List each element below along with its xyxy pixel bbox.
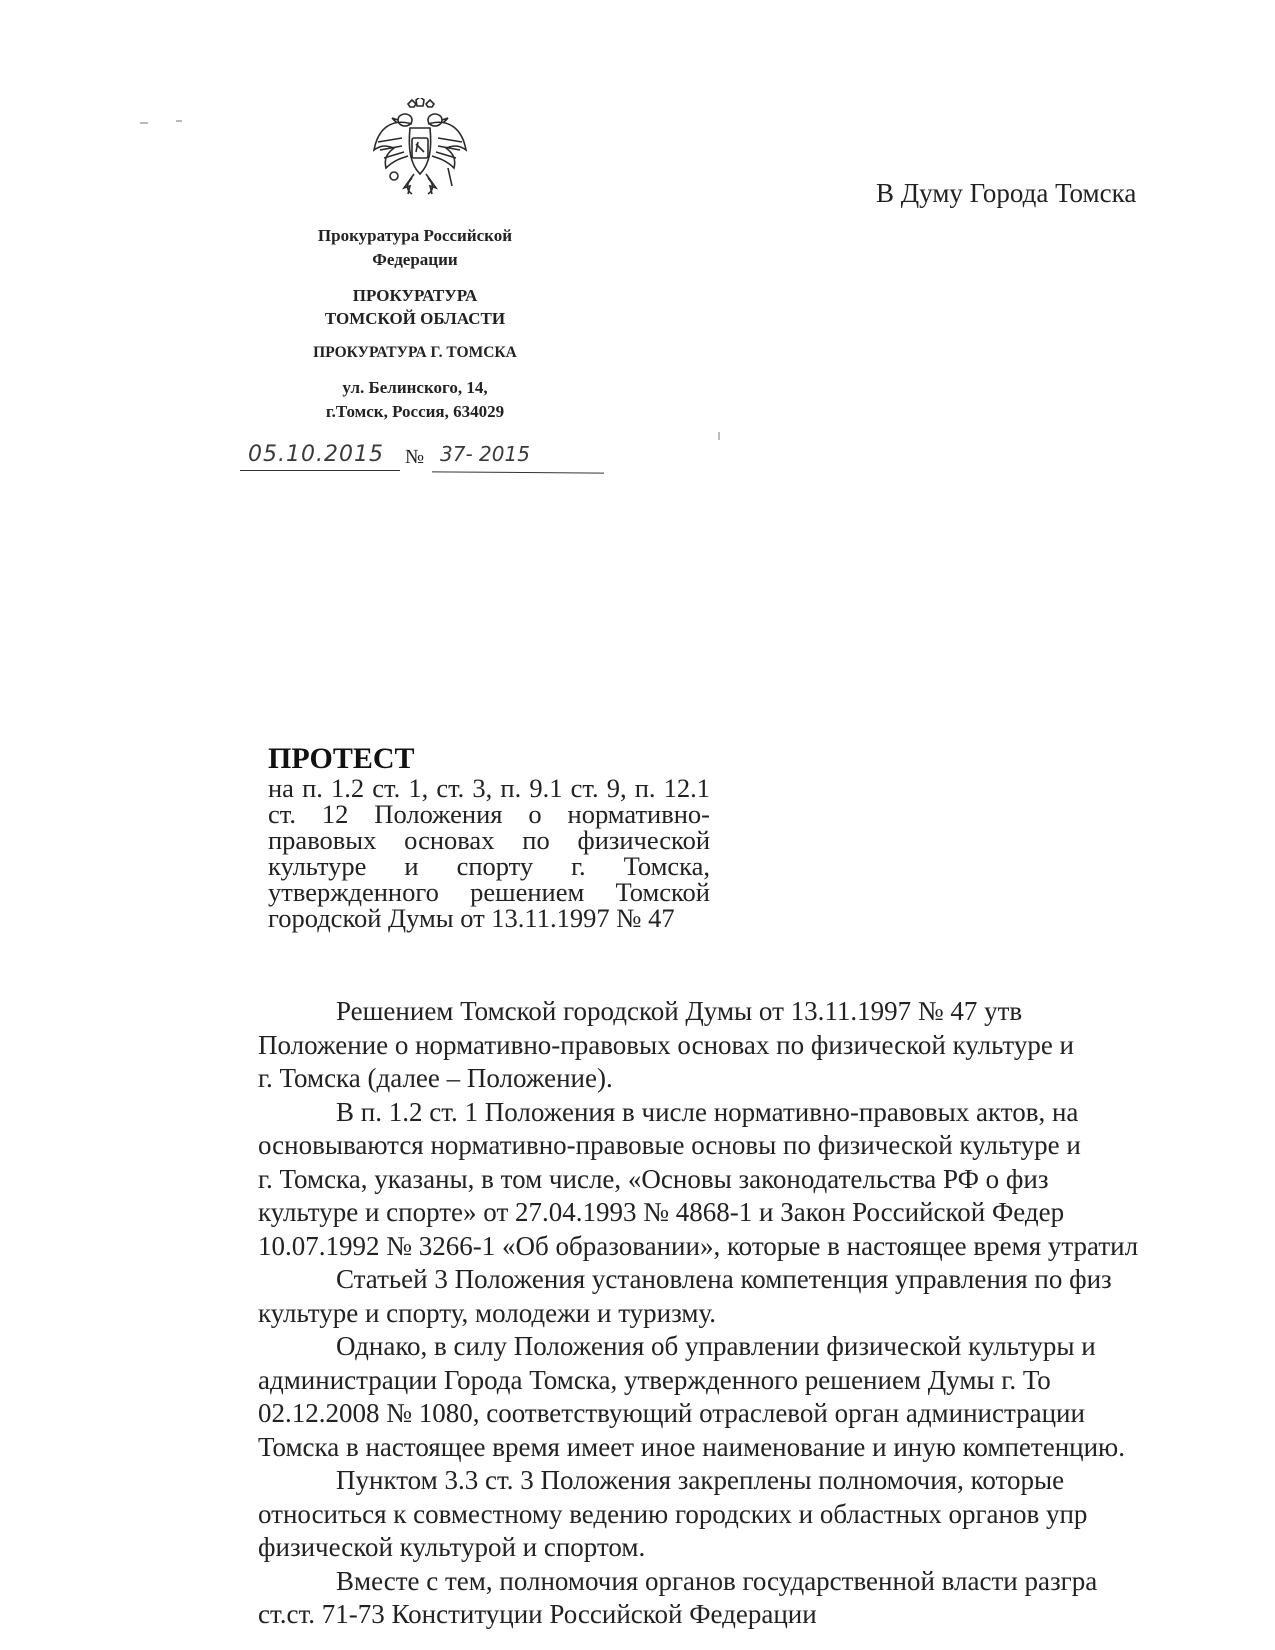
body-line: г. Томска (далее – Положение). bbox=[258, 1063, 613, 1093]
body-line: 10.07.1992 № 3266-1 «Об образовании», которые в настоящее время утратил bbox=[258, 1230, 1139, 1261]
body-line: основываются нормативно-правовые основы по физической культуре и bbox=[258, 1130, 1081, 1160]
body-line: Статьей 3 Положения установлена компетенция управления по физ bbox=[336, 1264, 1112, 1294]
body-line: Положение о нормативно-правовых основах по физической культуре и bbox=[258, 1029, 1074, 1060]
protest-title: ПРОТЕСТ bbox=[268, 742, 415, 775]
registration-date: 05.10.2015 bbox=[248, 442, 384, 467]
body-line: администрации Города Томска, утвержденного решением Думы г. То bbox=[258, 1364, 1051, 1395]
body-line: культуре и спорте» от 27.04.1993 № 4868-1 и Закон Российской Федер bbox=[258, 1197, 1065, 1227]
scan-speck bbox=[176, 120, 182, 122]
scan-speck bbox=[140, 122, 148, 124]
org-name-line2: Федерации bbox=[372, 250, 458, 269]
regional-office-line2: ТОМСКОЙ ОБЛАСТИ bbox=[324, 309, 506, 328]
body-line: Решением Томской городской Думы от 13.11.1997 № 47 утв bbox=[336, 996, 1023, 1026]
registration-number: 37- 2015 bbox=[440, 442, 530, 466]
date-underline bbox=[240, 470, 400, 471]
body-line: В п. 1.2 ст. 1 Положения в числе нормативно-правовых актов, на bbox=[336, 1096, 1079, 1127]
body-line: 02.12.2008 № 1080, соответствующий отраслевой орган администрации bbox=[258, 1398, 1085, 1428]
regional-office-line1: ПРОКУРАТУРА bbox=[352, 286, 478, 305]
scan-speck bbox=[718, 432, 720, 440]
body-line: относиться к совместному ведению городских и областных органов упр bbox=[258, 1498, 1088, 1529]
body-line: Вместе с тем, полномочия органов государственной власти разгра bbox=[336, 1565, 1098, 1596]
body-line: физической культурой и спортом. bbox=[258, 1532, 646, 1562]
body-line: ст.ст. 71-73 Конституции Российской Федерации bbox=[258, 1599, 817, 1629]
coat-of-arms-emblem bbox=[372, 98, 468, 202]
body-line: культуре и спорту, молодежи и туризму. bbox=[258, 1297, 717, 1328]
body-line: Пунктом 3.3 ст. 3 Положения закреплены полномочия, которые bbox=[336, 1465, 1065, 1495]
city-office: ПРОКУРАТУРА Г. ТОМСКА bbox=[313, 344, 517, 361]
protest-body bbox=[258, 995, 1275, 1650]
body-line: г. Томска, указаны, в том числе, «Основы законодательства РФ о физ bbox=[258, 1163, 1049, 1194]
registration-line bbox=[240, 440, 610, 480]
address-line2: г.Томск, Россия, 634029 bbox=[325, 402, 505, 421]
number-sign: № bbox=[405, 446, 425, 468]
protest-subject: на п. 1.2 ст. 1, ст. 3, п. 9.1 ст. 9, п. 12.1 ст. 12 Положения о нормативно-правовых основах по физической культуре и спорту г. Томска, утвержденного решением Томской городской Думы от 13.11.1997 № 47 bbox=[268, 773, 710, 933]
addressee: В Думу Города Томска bbox=[876, 178, 1137, 208]
number-underline bbox=[432, 471, 604, 473]
body-line: Томска в настоящее время имеет иное наименование и иную компетенцию. bbox=[258, 1431, 1125, 1462]
address-line1: ул. Белинского, 14, bbox=[342, 378, 488, 397]
org-name-line1: Прокуратура Российской bbox=[317, 226, 513, 245]
body-line: Однако, в силу Положения об управлении физической культуры и bbox=[336, 1331, 1096, 1361]
